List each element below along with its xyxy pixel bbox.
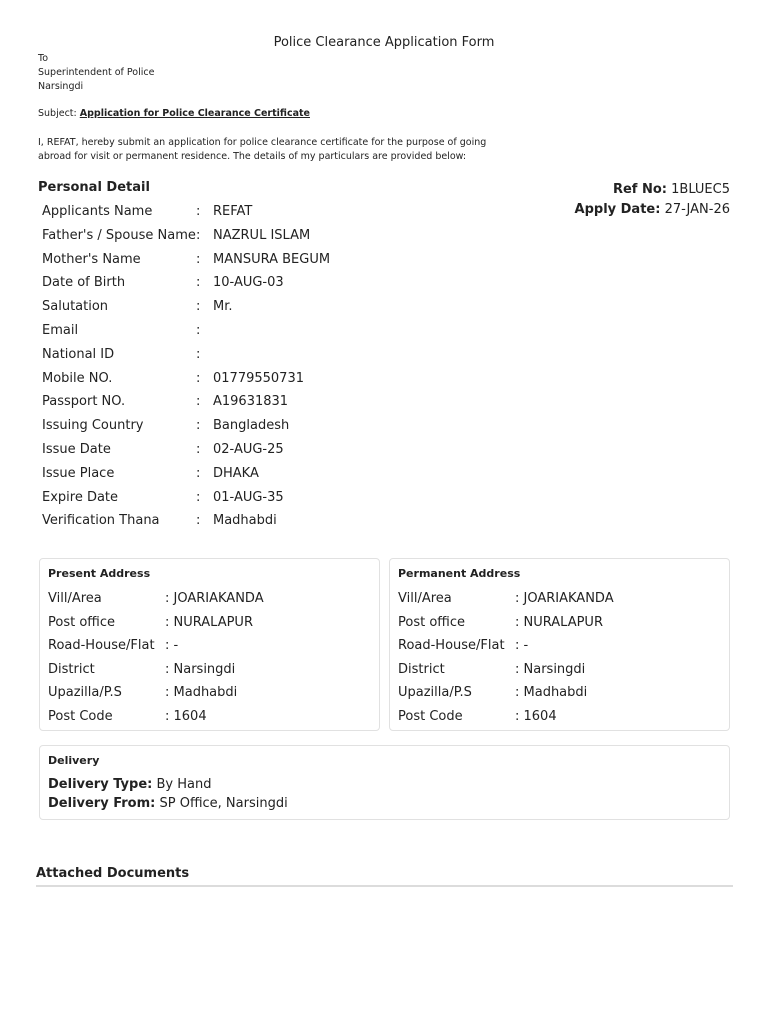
subject-line: [38, 108, 310, 119]
detail-colon: :: [196, 204, 201, 219]
delivery-title: Delivery: [48, 754, 100, 767]
detail-value: NAZRUL ISLAM: [213, 227, 311, 243]
address-row: [48, 705, 368, 729]
recipient-block: [38, 52, 154, 94]
address-value: : 1604: [165, 708, 207, 724]
address-value: : Madhabdi: [515, 685, 588, 701]
detail-label: National ID: [42, 346, 115, 362]
detail-label: Mother's Name: [42, 251, 141, 267]
detail-label: Issue Place: [42, 465, 115, 481]
address-row: [48, 658, 368, 682]
address-label: Road-House/Flat: [398, 638, 505, 654]
address-row: [398, 681, 718, 705]
address-value: : Madhabdi: [165, 685, 238, 701]
detail-value: 01-AUG-35: [213, 489, 284, 505]
delivery-type-value: By Hand: [156, 777, 212, 792]
detail-colon: :: [196, 418, 201, 434]
recipient-line1: Superintendent of Police: [38, 67, 155, 78]
detail-colon: :: [196, 394, 201, 410]
address-value: : Narsingdi: [165, 661, 236, 677]
address-row: [398, 634, 718, 658]
address-value: : JOARIAKANDA: [515, 591, 614, 606]
form-title: Police Clearance Application Form: [273, 35, 495, 50]
detail-value: 02-AUG-25: [213, 441, 284, 457]
address-label: District: [48, 661, 95, 677]
address-row: [48, 634, 368, 658]
address-label: Post office: [48, 614, 115, 630]
address-label: Post Code: [48, 708, 113, 724]
detail-value: DHAKA: [213, 465, 259, 481]
detail-colon: :: [196, 322, 201, 338]
detail-colon: :: [196, 489, 201, 505]
detail-label: Issuing Country: [42, 418, 144, 434]
apply-date-label: Apply Date:: [574, 202, 661, 217]
delivery-type-line: [48, 777, 211, 792]
detail-label: Father's / Spouse Name: [42, 227, 196, 243]
address-value: : NURALAPUR: [515, 614, 603, 630]
address-row: [398, 705, 718, 729]
detail-value: Madhabdi: [213, 513, 277, 529]
delivery-card: [39, 745, 730, 820]
detail-label: Expire Date: [42, 489, 119, 505]
ref-no-value: 1BLUEC5: [671, 182, 730, 197]
recipient-line2: Narsingdi: [38, 81, 84, 92]
apply-date-value: 27-JAN-26: [664, 202, 730, 217]
address-label: Road-House/Flat: [48, 638, 155, 654]
detail-colon: :: [196, 465, 201, 481]
reference-block: [575, 180, 730, 220]
delivery-type-label: Delivery Type:: [48, 777, 153, 792]
detail-colon: :: [196, 441, 201, 457]
detail-label: Applicants Name: [42, 204, 153, 219]
address-label: District: [398, 661, 445, 677]
address-label: Post Code: [398, 708, 463, 724]
delivery-from-label: Delivery From:: [48, 796, 156, 811]
address-value: : JOARIAKANDA: [165, 591, 264, 606]
detail-label: Passport NO.: [42, 394, 126, 410]
delivery-from-line: [48, 796, 288, 811]
address-label: Post office: [398, 614, 465, 630]
present-address-title: Present Address: [48, 567, 151, 580]
detail-colon: :: [196, 251, 201, 267]
detail-value: MANSURA BEGUM: [213, 251, 331, 267]
detail-colon: :: [196, 346, 201, 362]
detail-value: Bangladesh: [213, 418, 290, 434]
detail-value: 10-AUG-03: [213, 275, 284, 291]
address-row: [398, 658, 718, 682]
detail-colon: :: [196, 513, 201, 529]
detail-label: Date of Birth: [42, 275, 126, 291]
address-label: Upazilla/P.S: [398, 685, 472, 701]
detail-colon: :: [196, 370, 201, 386]
attached-documents-heading: Attached Documents: [36, 866, 190, 881]
address-value: : NURALAPUR: [165, 614, 253, 630]
present-address-card: [39, 558, 380, 731]
detail-label: Email: [42, 322, 79, 338]
detail-label: Salutation: [42, 299, 109, 315]
address-label: Vill/Area: [398, 591, 452, 606]
subject-prefix: Subject:: [38, 108, 77, 119]
address-value: : -: [515, 638, 529, 654]
detail-value: Mr.: [213, 299, 233, 315]
personal-detail-heading: Personal Detail: [38, 180, 150, 195]
detail-label: Verification Thana: [42, 513, 160, 529]
delivery-from-value: SP Office, Narsingdi: [159, 796, 288, 811]
detail-colon: :: [196, 299, 201, 315]
address-value: : 1604: [515, 708, 557, 724]
attached-documents-divider: [36, 885, 733, 887]
detail-value: 01779550731: [213, 370, 304, 386]
present-address-rows: [48, 587, 368, 729]
intro-paragraph: I, REFAT, hereby submit an application for police clearance certificate for the purpose of going abroad for visit or permanent residence. The details of my particulars are provided below:: [38, 137, 487, 162]
address-row: [398, 587, 718, 611]
address-value: : Narsingdi: [515, 661, 586, 677]
permanent-address-title: Permanent Address: [398, 567, 521, 580]
address-value: : -: [165, 638, 179, 654]
detail-label: Issue Date: [42, 441, 111, 457]
detail-value: A19631831: [213, 394, 289, 410]
address-row: [48, 611, 368, 635]
recipient-to: To: [38, 53, 49, 64]
detail-value: REFAT: [213, 204, 253, 219]
address-label: Upazilla/P.S: [48, 685, 122, 701]
ref-no-label: Ref No:: [612, 182, 667, 197]
permanent-address-card: [389, 558, 730, 731]
detail-colon: :: [196, 227, 201, 243]
address-label: Vill/Area: [48, 591, 102, 606]
detail-label: Mobile NO.: [42, 370, 113, 386]
detail-colon: :: [196, 275, 201, 291]
address-row: [48, 681, 368, 705]
permanent-address-rows: [398, 587, 718, 729]
address-row: [48, 587, 368, 611]
address-row: [398, 611, 718, 635]
subject-text: Application for Police Clearance Certificate: [79, 108, 310, 119]
